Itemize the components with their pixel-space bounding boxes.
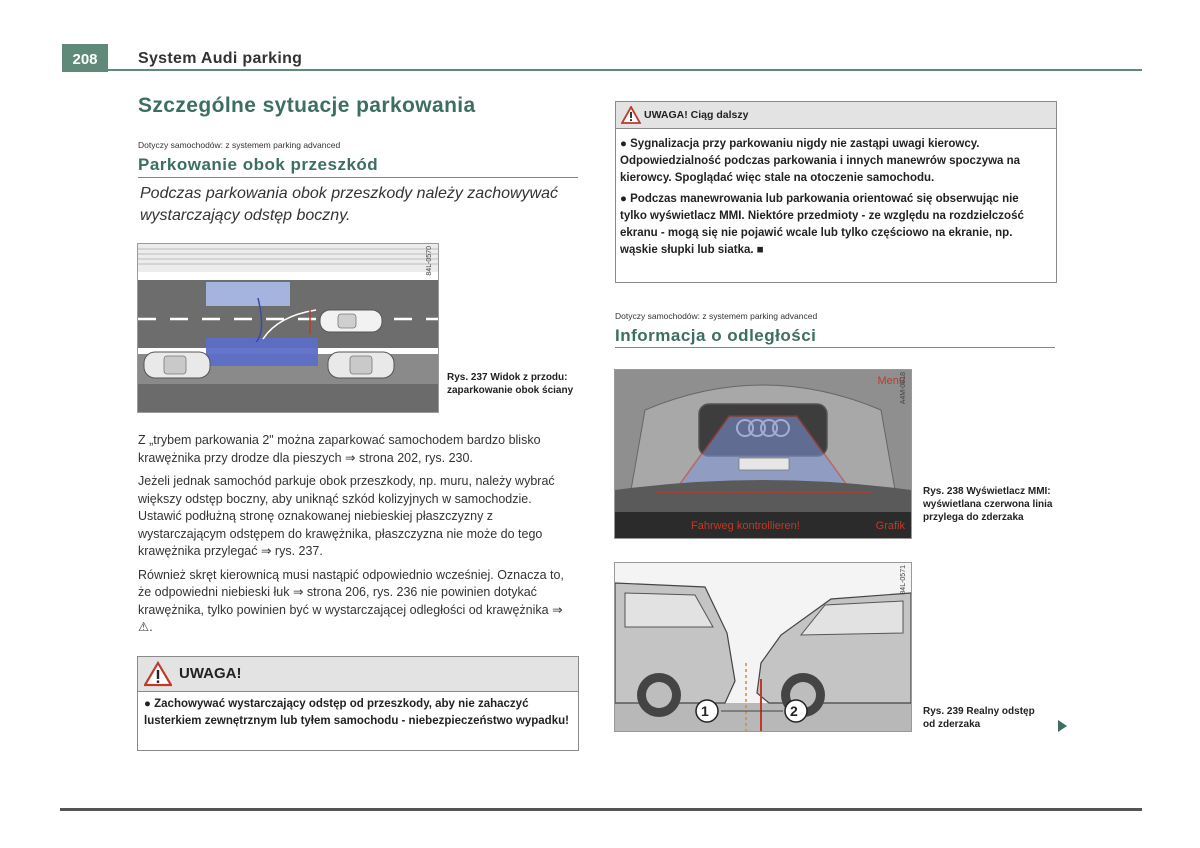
continue-arrow-icon: [1058, 720, 1067, 732]
mmi-graphic-button: Grafik: [875, 520, 905, 532]
warning-header: [138, 657, 578, 692]
mmi-status-text: Fahrweg kontrollieren!: [691, 520, 800, 532]
subsection-2-rule: [615, 347, 1055, 348]
body-paragraph-2: Jeżeli jednak samochód parkuje obok przeszkody, np. muru, należy wybrać większy odstęp boczny, aby uniknąć szkód kolizyjnych w samochodzie. Ustawić podłużną stronę oznakowanej niebieskiej płaszczyzny z wystarczającym odstępem do krawężnika, płaszczyzna nie może do tego krawężnika przylegać ⇒ rys. 237.: [138, 474, 555, 558]
figure-238-id: A4M-0818: [900, 372, 907, 405]
distance-marker-1: 1: [701, 703, 709, 719]
subsection-title: Parkowanie obok przeszkód: [138, 155, 379, 174]
body-paragraph-3: Również skręt kierownicą musi nastąpić odpowiednio wcześniej. Oznacza to, że odpowiedni niebieski łuk ⇒ strona 206, rys. 236 nie powinien dotykać krawężnika, tylko powinien być w wystarczającej odległości od krawężnika ⇒ ⚠.: [138, 567, 564, 634]
figure-237-id: 84L-0570: [426, 246, 433, 276]
body-paragraph-1: Z „trybem parkowania 2" można zaparkować samochodem bardzo blisko krawężnika przy drodze dla pieszych ⇒ strona 202, rys. 230.: [138, 433, 541, 465]
section-title: Szczególne sytuacje parkowania: [138, 94, 476, 117]
mmi-menu-label: Menu: [877, 375, 905, 387]
mmi-display: [615, 370, 911, 538]
warning-triangle-icon: [621, 106, 641, 124]
figure-239-caption: Rys. 239 Realny odstęp od zderzaka: [923, 706, 1035, 730]
warning-continued-header: [616, 102, 1056, 129]
figure-239-id: 84L-0571: [900, 565, 907, 595]
warning-continued-box: [615, 101, 1057, 283]
subsection-rule: [138, 177, 578, 178]
subsection-2-title: Informacja o odległości: [615, 326, 817, 345]
figure-237-caption: Rys. 237 Widok z przodu: zaparkowanie obok ściany: [447, 372, 574, 396]
distance-marker-2: 2: [790, 703, 798, 719]
warning-box: [137, 656, 579, 751]
applies-to-note-2: Dotyczy samochodów: z systemem parking advanced: [615, 311, 818, 321]
figure-239: [614, 562, 912, 732]
figure-238-caption: Rys. 238 Wyświetlacz MMI: wyświetlana czerwona linia przylega do zderzaka: [923, 486, 1053, 523]
footer-rule: [60, 808, 1142, 811]
warning-item-2: ● Podczas manewrowania lub parkowania orientować się obserwując nie tylko wyświetlacz MMI. Niektóre przedmioty - ze względu na rozdzielczość ekranu - mogą się nie pojawić wcale lub tylko częściowo na ekranie, np. wąskie słupki lub siatka. ■: [620, 193, 1024, 256]
body-text: [138, 432, 578, 643]
running-title: System Audi parking: [138, 50, 303, 67]
parking-diagram: [138, 244, 438, 412]
header-rule: [108, 69, 1142, 71]
warning-continued-title: UWAGA! Ciąg dalszy: [644, 109, 749, 121]
bumper-distance-diagram: [615, 563, 911, 731]
lead-paragraph: Podczas parkowania obok przeszkody należy zachowywać wystarczający odstęp boczny.: [140, 185, 558, 224]
warning-item-1: ● Sygnalizacja przy parkowaniu nigdy nie zastąpi uwagi kierowcy. Odpowiedzialność podczas parkowania i innych manewrów spoczywa na kierowcy. Spoglądać więc stale na otoczenie samochodu.: [620, 138, 1021, 184]
warning-triangle-icon: [144, 661, 172, 687]
page-number: 208: [62, 44, 108, 72]
warning-title: UWAGA!: [179, 665, 242, 682]
figure-238: [614, 369, 912, 539]
warning-continued-text: [616, 129, 1056, 259]
warning-text: ● Zachowywać wystarczający odstęp od przeszkody, aby nie zahaczyć lusterkiem zewnętrznym lub tyłem samochodu - niebezpieczeństwo wypadku!: [144, 698, 569, 727]
figure-237: [137, 243, 439, 413]
applies-to-note: Dotyczy samochodów: z systemem parking advanced: [138, 140, 341, 150]
